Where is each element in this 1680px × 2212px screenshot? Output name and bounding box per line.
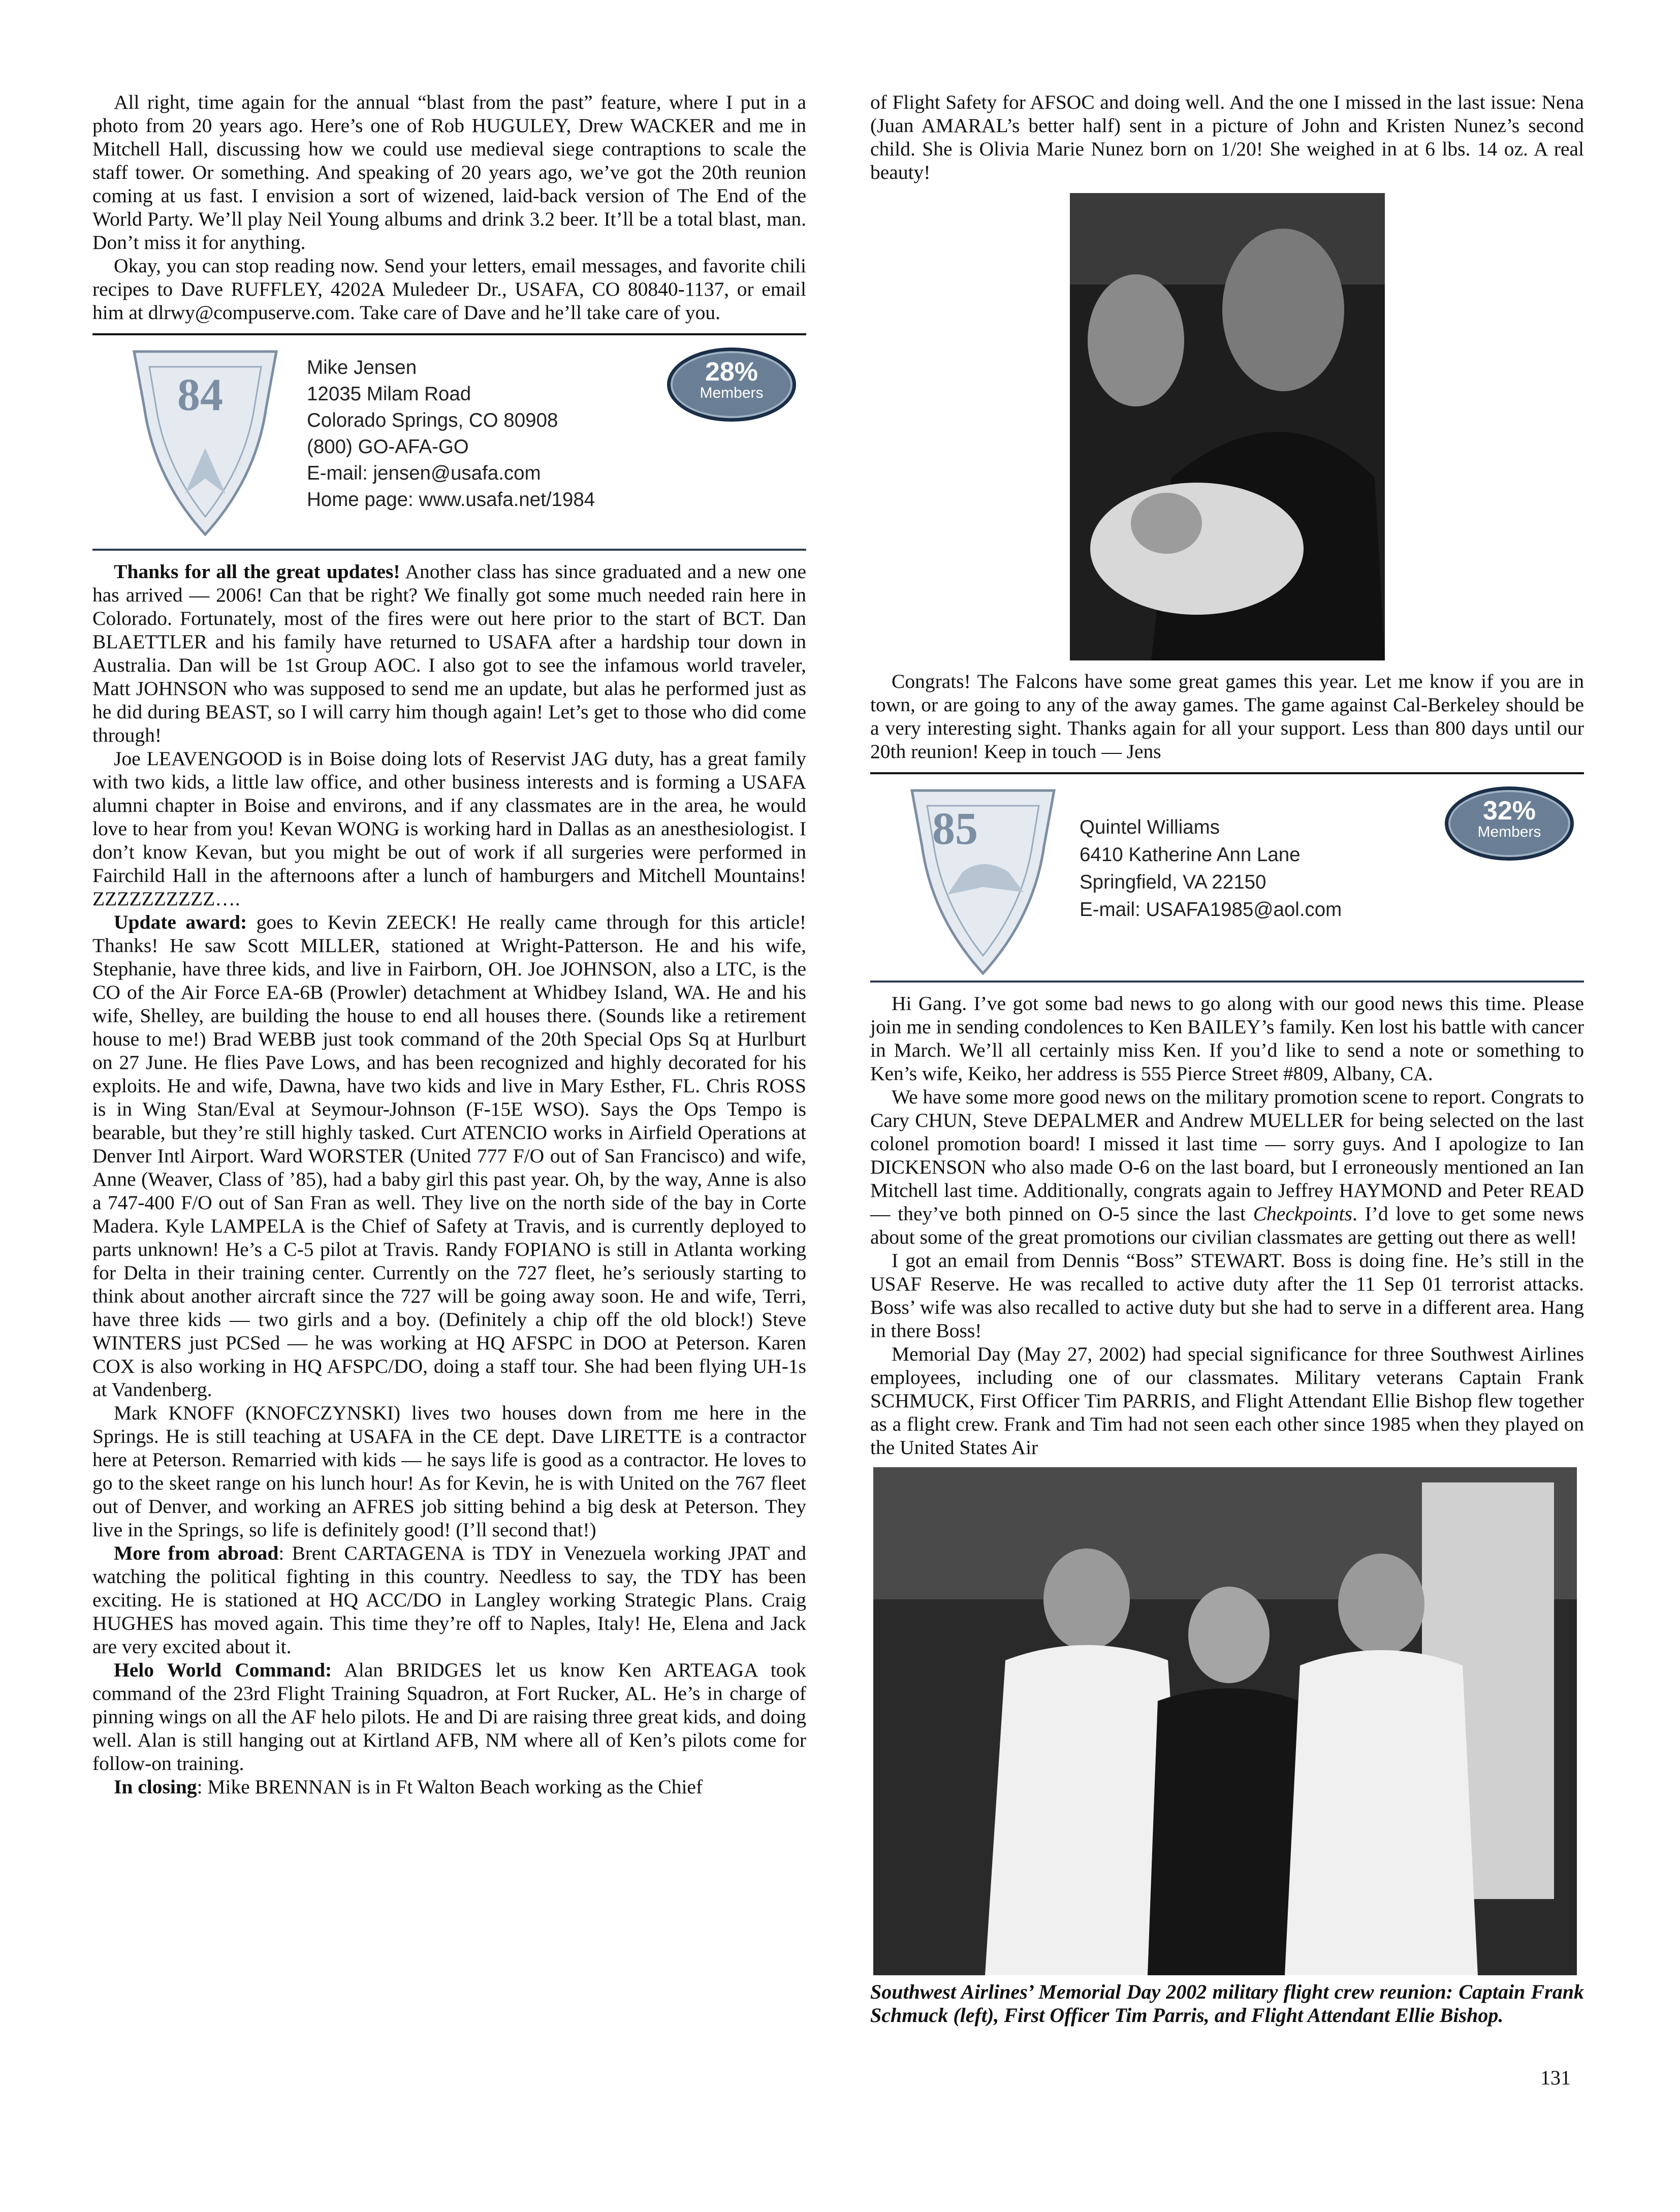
membership-label: Members (700, 385, 764, 401)
contact-email: E-mail: USAFA1985@aol.com (1080, 899, 1342, 921)
left-column (92, 90, 806, 1798)
section-text: : Brent CARTAGENA is TDY in Venezuela working JPAT and watching the political fighting in this country. Needless to say, the TDY has been exciting. He is stationed at HQ ACC/DO in Langley working Strategic Plans. Craig HUGHES has moved again. This time they’re off to Naples, Italy! He, Elena and Jack are very excited about it. (92, 1542, 806, 1658)
section-lead: More from abroad (114, 1542, 279, 1564)
paragraph-text: We have some more good news on the military promotion scene to report. Congrats to Cary CHUN, Steve DEPALMER and Andrew MUELLER for being selected on the last colonel promotion board! I missed it last time — sorry guys. And I apologize to Ian DICKENSON who also made O-6 on the last board, but I erroneously mentioned an Ian Mitchell last time. Additionally, congrats again to Jeffrey HAYMOND and Peter READ — they’ve both pinned on O-5 since the last (870, 1086, 1584, 1225)
news-paragraph: Memorial Day (May 27, 2002) had special significance for three Southwest Airlines employees, including one of our classmates. Military veterans Captain Frank SCHMUCK, First Officer Tim PARRIS, and Flight Attendant Ellie Bishop flew together as a flight crew. Frank and Tim had not seen each other since 1985 when they played on the United States Air (870, 1343, 1584, 1459)
membership-percent: 32% (1482, 796, 1536, 826)
crest-year: 85 (932, 804, 978, 854)
page-number: 131 (1540, 2066, 1571, 2089)
section-lead: Thanks for all the great updates! (114, 560, 400, 583)
membership-percent: 28% (705, 357, 758, 387)
membership-badge-1984 (667, 347, 796, 422)
section-lead: In closing (114, 1776, 197, 1798)
section-text: : Mike BRENNAN is in Ft Walton Beach working as the Chief (197, 1776, 703, 1798)
flight-crew-photo (873, 1467, 1577, 1975)
news-paragraph: Mark KNOFF (KNOFCZYNSKI) lives two houses down from me here in the Springs. He is still teaching at USAFA in the CE dept. Dave LIRETTE is a contractor here at Peterson. Remarried with kids — he says life is good as a contractor. He loves to go to the skeet range on his lunch hour! As for Kevin, he is with United on the 767 fleet out of Denver, and working an AFRES job sitting behind a big desk at Peterson. They live in the Springs, so life is definitely good! (I’ll second that!) (92, 1402, 806, 1541)
contact-city: Colorado Springs, CO 80908 (307, 409, 558, 431)
news-paragraph: of Flight Safety for AFSOC and doing well. And the one I missed in the last issue: Nena (Juan AMARAL’s better half) sent in a picture of John and Kristen Nunez’s second child. She is Olivia Marie Nunez born on 1/20! She weighed in at 6 lbs. 14 oz. A real beauty! (870, 91, 1584, 183)
contact-info-1985 (1080, 814, 1342, 924)
news-paragraph: Hi Gang. I’ve got some bad news to go along with our good news this time. Please join me in sending condolences to Ken BAILEY’s family. Ken lost his battle with cancer in March. We’ll all certainly miss Ken. If you’d like to send a note or something to Ken’s wife, Keiko, her address is 555 Pierce Street #809, Albany, CA. (870, 992, 1584, 1085)
section-text: Alan BRIDGES let us know Ken ARTEAGA took command of the 23rd Flight Training Squadron, at Fort Rucker, AL. He’s in charge of pinning wings on all the AF helo pilots. He and Di are raising three great kids, and doing well. Alan is still hanging out at Kirtland AFB, NM where all of Ken’s pilots come for follow-on training. (92, 1659, 806, 1775)
class-crest-1984 (129, 346, 281, 540)
congrats-section (870, 670, 1584, 763)
right-column (870, 90, 1584, 2027)
class-1985-news (870, 992, 1584, 1459)
membership-label: Members (1477, 824, 1541, 840)
intro-paragraph: All right, time again for the annual “blast from the past” feature, where I put in a photo from 20 years ago. Here’s one of Rob HUGULEY, Drew WACKER and me in Mitchell Hall, discussing how we could use medieval siege contraptions to scale the staff tower. Or something. And speaking of 20 years ago, we’ve got the 20th reunion coming at us fast. I envision a sort of wizened, laid-back version of The End of the World Party. We’ll play Neil Young albums and drink 3.2 beer. It’ll be a total blast, man. Don’t miss it for anything. (92, 91, 806, 254)
class-1985-contact-box (870, 772, 1584, 983)
contact-city: Springfield, VA 22150 (1080, 871, 1266, 893)
class-1984-contact-box (92, 333, 806, 551)
news-paragraph (92, 910, 806, 1401)
news-paragraph (92, 1658, 806, 1775)
contact-homepage: Home page: www.usafa.net/1984 (307, 489, 595, 511)
news-paragraph (92, 1775, 806, 1798)
class-1984-news (92, 560, 806, 1798)
class-crest-1985 (907, 785, 1059, 978)
news-paragraph: Congrats! The Falcons have some great games this year. Let me know if you are in town, or are going to any of the away games. The game against Cal-Berkeley should be a very interesting sight. Thanks again for all your support. Less than 800 days until our 20th reunion! Keep in touch — Jens (870, 670, 1584, 763)
paragraph-text: . I’d love to get some news about some of the great promotions our civilian classmates are getting out there as well! (870, 1203, 1584, 1248)
contact-name: Mike Jensen (307, 357, 417, 378)
contact-street: 12035 Milam Road (307, 383, 471, 405)
crest-year: 84 (177, 370, 223, 420)
section-lead: Helo World Command: (114, 1659, 332, 1681)
baby-family-photo (1070, 193, 1385, 660)
publication-name: Checkpoints (1253, 1203, 1352, 1225)
intro-paragraph: Okay, you can stop reading now. Send your letters, email messages, and favorite chili recipes to Dave RUFFLEY, 4202A Muledeer Dr., USAFA, CO 80840-1137, or email him at dlrwy@compuserve.com. Take care of Dave and he’ll take care of you. (92, 255, 806, 324)
news-paragraph (870, 1085, 1584, 1249)
news-paragraph (92, 1541, 806, 1658)
intro-section (92, 90, 806, 324)
contact-name: Quintel Williams (1080, 816, 1220, 838)
continued-text (870, 90, 1584, 184)
photo-caption: Southwest Airlines’ Memorial Day 2002 military flight crew reunion: Captain Frank Schmuck (left), First Officer Tim Parris, and Flight Attendant Ellie Bishop. (870, 1980, 1584, 2027)
contact-info-1984 (307, 355, 595, 513)
section-text: Another class has since graduated and a new one has arrived — 2006! Can that be right? We finally got some much needed rain here in Colorado. Fortunately, most of the fires were out here prior to the start of BCT. Dan BLAETTLER and his family have returned to USAFA after a hardship tour down in Australia. Dan will be 1st Group AOC. I also got to see the infamous world traveler, Matt JOHNSON who was supposed to send me an update, but alas he performed just as he did during BEAST, so I will carry him though again! Let’s get to those who did come through! (92, 560, 806, 746)
news-paragraph: I got an email from Dennis “Boss” STEWART. Boss is doing fine. He’s still in the USAF Reserve. He was recalled to active duty after the 11 Sep 01 terrorist attacks. Boss’ wife was also recalled to active duty but she had to serve in a different area. Hang in there Boss! (870, 1249, 1584, 1342)
contact-phone: (800) GO-AFA-GO (307, 436, 469, 458)
section-lead: Update award: (114, 911, 247, 933)
news-paragraph (92, 560, 806, 747)
news-paragraph: Joe LEAVENGOOD is in Boise doing lots of Reservist JAG duty, has a great family with two kids, a little law office, and other business interests and is forming a USAFA alumni chapter in Boise and environs, and if any classmates are in the area, he would love to hear from you! Kevan WONG is working hard in Dallas as an anesthesiologist. I don’t know Kevan, but you might be out of work if all surgeries were performed in Fairchild Hall in the afternoons after a lunch of hamburgers and Mitchell Mountains! ZZZZZZZZZZ…. (92, 747, 806, 910)
membership-badge-1985 (1445, 786, 1574, 861)
section-text: goes to Kevin ZEECK! He really came through for this article! Thanks! He saw Scott MILLER, stationed at Wright-Patterson. He and his wife, Stephanie, have three kids, and live in Fairborn, OH. Joe JOHNSON, also a LTC, is the CO of the Air Force EA-6B (Prowler) detachment at Whidbey Island, WA. He and his wife, Shelley, are building the house to end all houses there. (Sounds like a retirement house to me!) Brad WEBB just took command of the 20th Special Ops Sq at Hurlburt on 27 June. He flies Pave Lows, and has been recognized and highly decorated for his exploits. He and wife, Dawna, have two kids and live in Mary Esther, FL. Chris ROSS is in Wing Stan/Eval at Seymour-Johnson (F-15E WSO). Says the Ops Tempo is bearable, but they’re still highly tasked. Curt ATENCIO works in Airfield Operations at Denver Intl Airport. Ward WORSTER (United 777 F/O out of San Francisco) and wife, Anne (Weaver, Class of ’85), had a baby girl this past year. Oh, by the way, Anne is also a 747-400 F/O out of San Fran as well. They live on the north side of the bay in Corte Madera. Kyle LAMPELA is the Chief of Safety at Travis, and is currently deployed to parts unknown! He’s a C-5 pilot at Travis. Randy FOPIANO is still in Atlanta working for Delta in their training center. Currently on the 727 fleet, he’s seriously starting to think about another aircraft since the 727 will be going away soon. He and wife, Terri, have three kids — two girls and a boy. (Definitely a chip off the old block!) Steve WINTERS just PCSed — he was working at HQ AFSPC in DOO at Peterson. Karen COX is also working in HQ AFSPC/DO, doing a staff tour. She had been flying UH-1s at Vandenberg. (92, 911, 807, 1401)
contact-email: E-mail: jensen@usafa.com (307, 462, 541, 484)
contact-street: 6410 Katherine Ann Lane (1080, 844, 1301, 866)
